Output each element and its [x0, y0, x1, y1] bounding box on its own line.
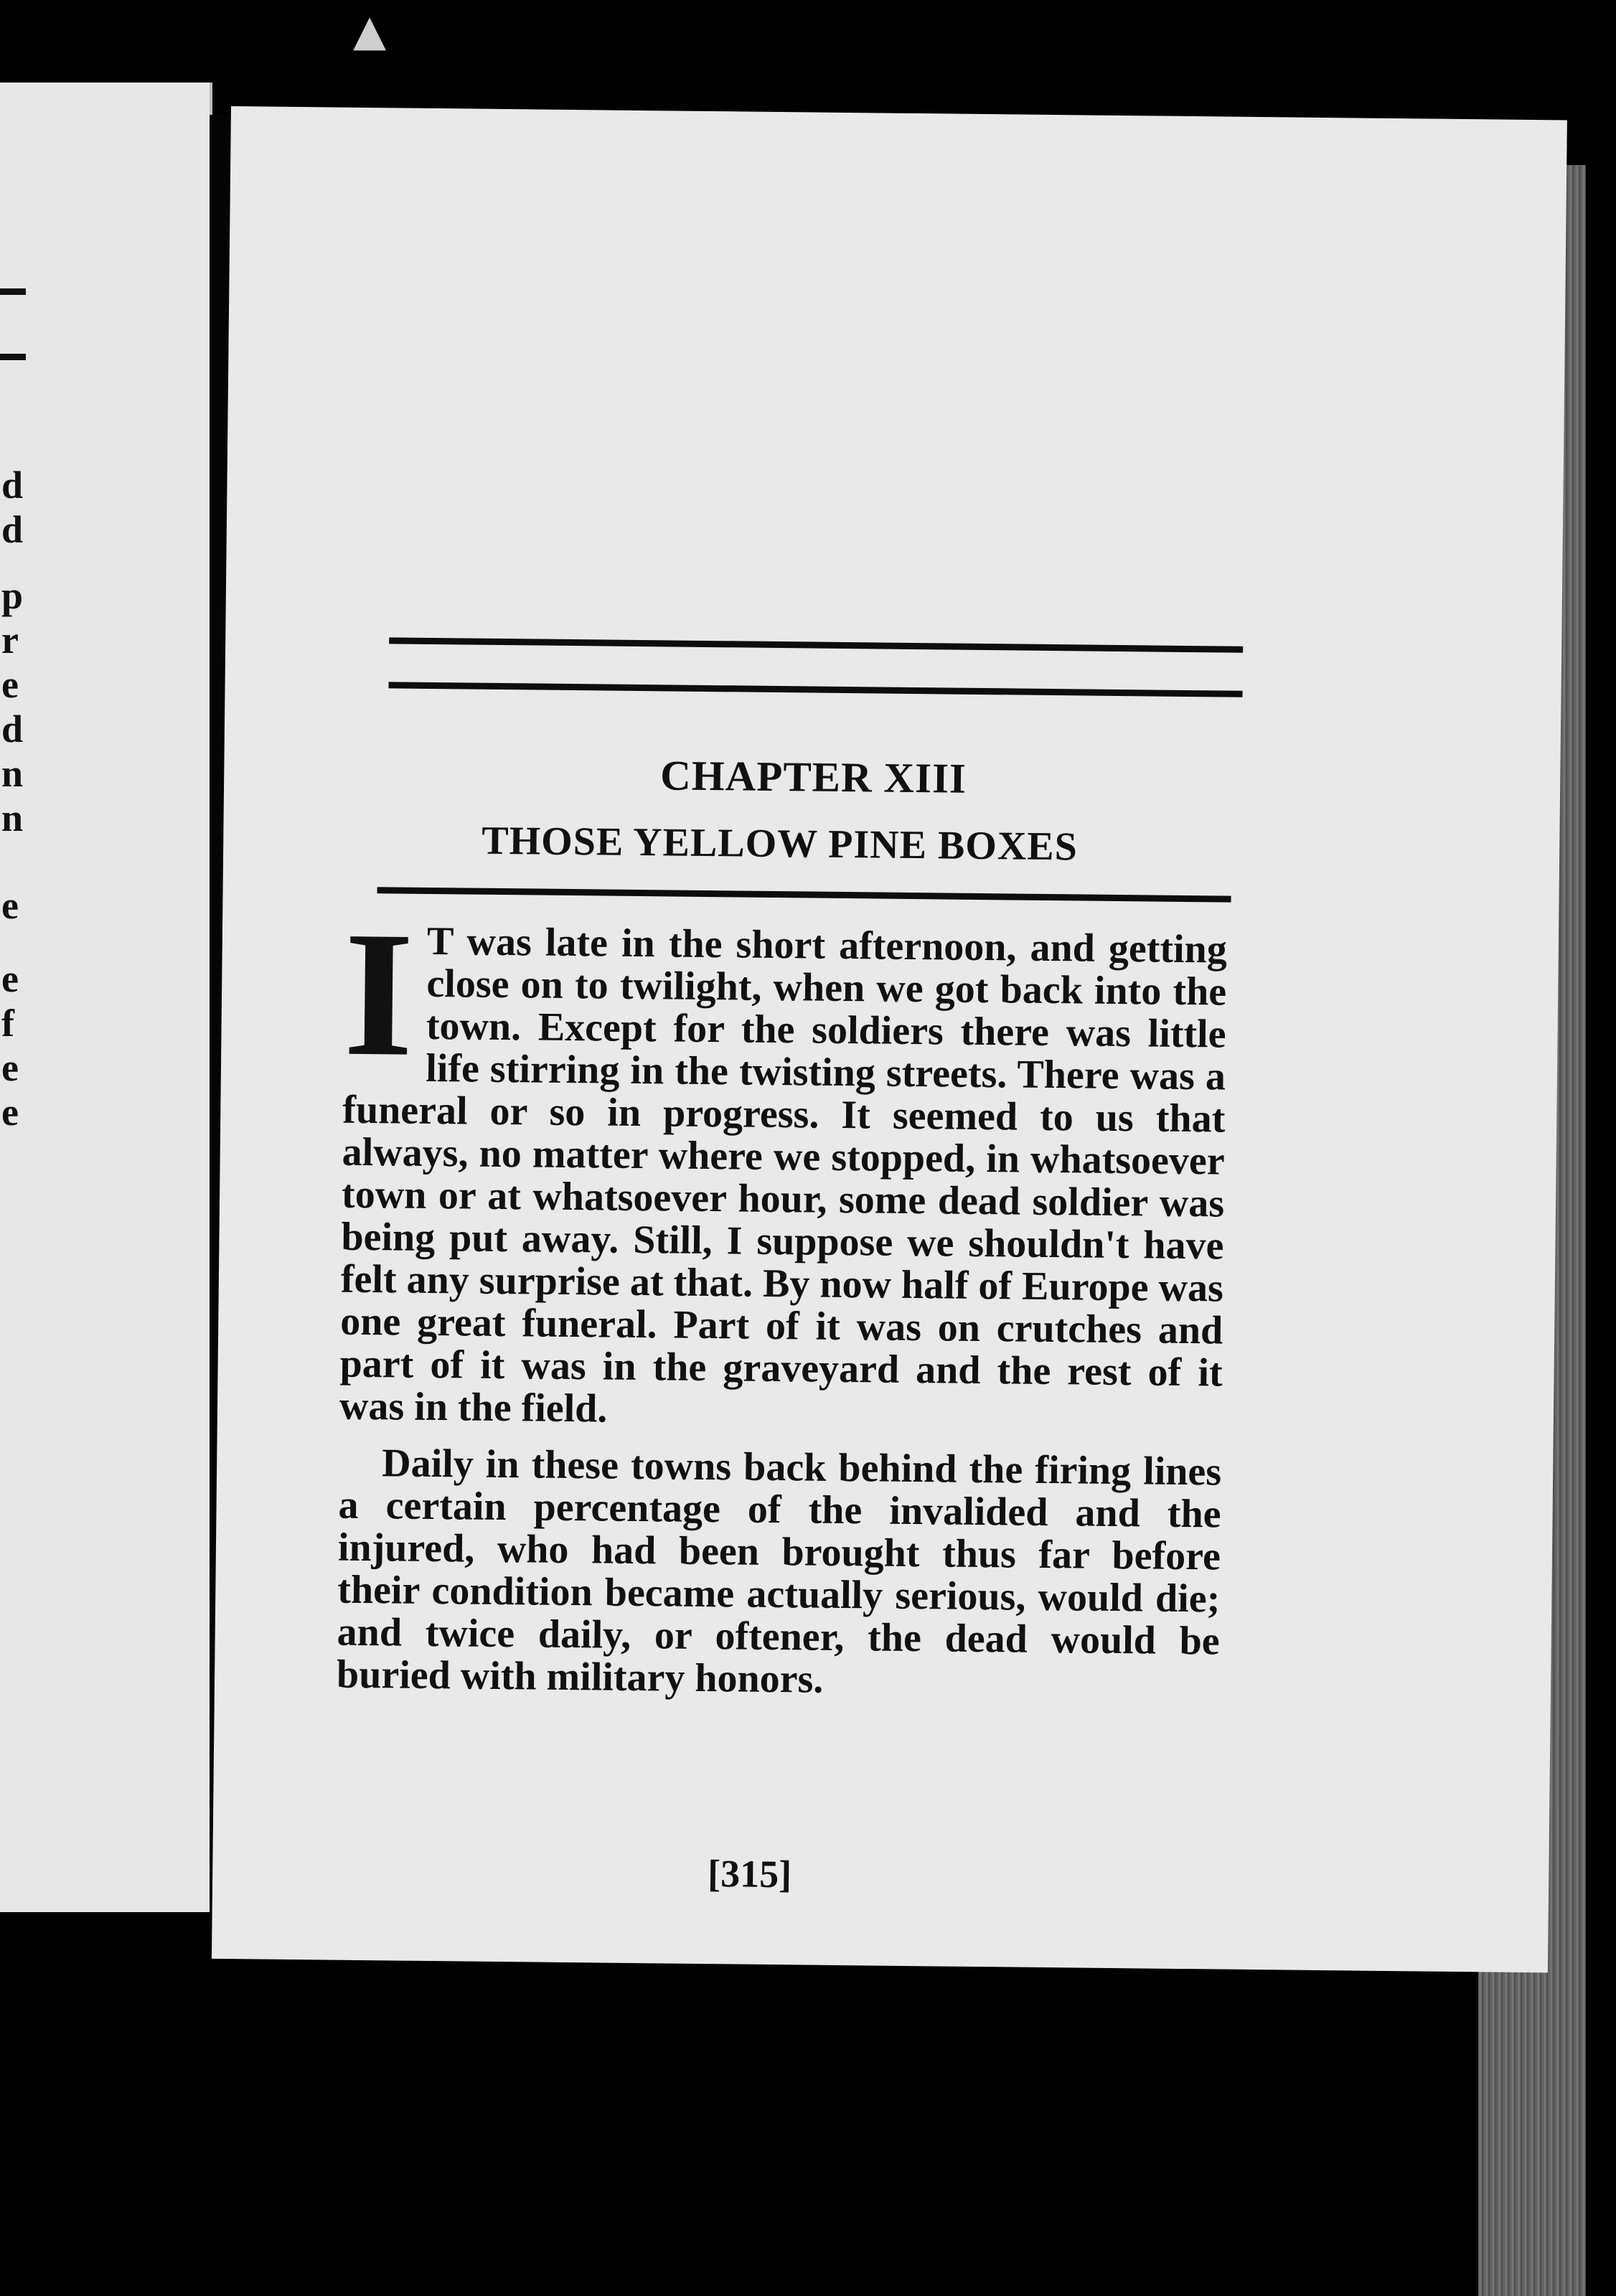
left-letter: e	[1, 957, 19, 1000]
left-letter: e	[1, 884, 19, 927]
left-letter: n	[1, 796, 24, 839]
top-rule-2	[389, 682, 1243, 697]
left-letter: d	[1, 707, 24, 751]
right-book-page	[212, 106, 1567, 1972]
left-facing-page	[0, 83, 212, 1912]
paragraph-2: Daily in these towns back behind the firing lines a certain percentage of the invalided and the injured, who had been brought thus far before their condition became actually serious, would die; and twice daily, or oftener, the dead would be buried with military honors.	[336, 1441, 1222, 1702]
left-letter: r	[1, 618, 19, 662]
left-letter: n	[1, 752, 24, 795]
left-letter: p	[1, 574, 24, 617]
drop-cap: I	[342, 894, 415, 1094]
paragraph-1-text: T was late in the short afternoon, and getting close on to twilight, when we got back into the town. Except for the soldiers there was little life stirring in the twisting streets. There was a funeral or so in progress. It seemed to us that always, no matter where we stopped, in whatsoever town or at whatsoever hour, some dead soldier was being put away. Still, I suppose we shouldn't have felt any surprise at that. By now half of Europe was one great funeral. Part of it was on crutches and part of it was in the graveyard and the rest of it was in the field.	[339, 918, 1228, 1431]
left-letter: e	[1, 1046, 19, 1089]
left-page-rule	[0, 288, 26, 295]
left-page-cut-letters	[1, 463, 30, 1134]
top-edge-mark: ▲	[353, 6, 387, 56]
top-rule-1	[389, 637, 1243, 652]
chapter-number: CHAPTER XIII	[659, 751, 967, 802]
paragraph-1	[339, 894, 1228, 1437]
left-letter: d	[1, 464, 24, 507]
left-letter: e	[1, 663, 19, 706]
left-letter: d	[1, 508, 24, 551]
left-page-rule	[0, 354, 26, 360]
left-letter: f	[1, 1002, 14, 1045]
title-underline-rule	[377, 887, 1231, 902]
left-letter: e	[1, 1091, 19, 1134]
page-number: [315]	[707, 1852, 792, 1896]
chapter-title: THOSE YELLOW PINE BOXES	[481, 818, 1079, 870]
chapter-body	[336, 894, 1228, 1705]
